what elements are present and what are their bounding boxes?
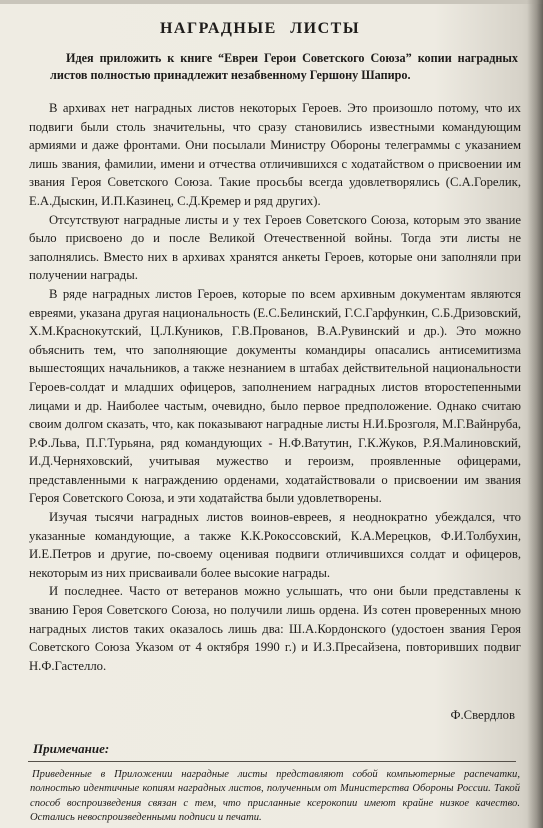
- article-body: [29, 99, 521, 675]
- body-paragraph: В архивах нет наградных листов некоторых Героев. Это произошло потому, что их подвиги были столь значительны, что сразу становились известными командующим армиями и даже фронтами. Они посылали Министру Обороны телеграммы с указанием лишь звания, фамилии, имени и отчества отличившихся с ходатайством о присвоении им звания Героя Советского Союза. Такие просьбы всегда удовлетворялись (С.А.Горелик, Е.А.Дыскин, И.П.Казинец, С.Д.Кремер и ряд других).: [29, 101, 521, 208]
- body-paragraph: Отсутствуют наградные листы и у тех Героев Советского Союза, которым это звание было присвоено до и после Великой Отечественной войны. Тогда эти листы не заполнялись. Вместо них в архивах хранятся анкеты Героев, которые они заполняли при получении награды.: [29, 212, 521, 283]
- note-divider: [28, 761, 516, 762]
- note-text: Приведенные в Приложении наградные листы представляют собой компьютерные распечатки, полностью идентичные копиям наградных листов, полученным от Министерства Обороны России. Такой способ воспроизведения связан с тем, что присланные ксерокопии имеют крайне низкое качество. Остались невоспроизведенными подписи и печати.: [30, 769, 520, 823]
- book-spine-shadow: [527, 0, 543, 828]
- author-signature: Ф.Свердлов: [450, 708, 515, 722]
- page-title: НАГРАДНЫЕ ЛИСТЫ: [159, 20, 361, 37]
- body-paragraph: В ряде наградных листов Героев, которые по всем архивным документам являются евреями, указана другая национальность (Е.С.Белинский, Г.С.Гарфункин, С.Б.Дризовский, Х.М.Краснокутский, Ц.Л.Куников, Г.В.Прованов, В.А.Рувинский и др.). Это можно объяснить тем, что заполняющие документы командиры опасались антисемитизма вышестоящих начальников, а также незнанием в штабах действительной национальности Героев-солдат и младших офицеров, заполнением наградных листов второстепенными лицами и др. Наиболее частым, очевидно, было первое предположение. Однако считаю своим долгом сказать, что, как показывают наградные листы Н.И.Брозголя, М.Г.Вайнруба, Р.Ф.Льва, П.Г.Турьяна, ряд командующих - Н.Ф.Ватутин, Г.К.Жуков, Р.Я.Малиновский, И.Д.Черняховский, учитывая мужество и героизм, проявленные офицерами, представленными к награждению орденами, ходатайствовали о присвоении им звания Героя Советского Союза, и эти ходатайства были удовлетворены.: [29, 286, 521, 506]
- intro-paragraph: Идея приложить к книге “Евреи Герои Советского Союза” копии наградных листов полностью принадлежит незабвенному Гершону Шапиро.: [50, 51, 518, 82]
- page-top-edge: [0, 0, 543, 4]
- note-heading: Примечание:: [33, 741, 110, 756]
- body-paragraph: Изучая тысячи наградных листов воинов-евреев, я неоднократно убеждался, что указанные командующие, а также К.К.Рокоссовский, К.А.Мерецков, Ф.И.Толбухин, И.Е.Петров и другие, по-своему оценивая подвиги отличившихся солдат и офицеров, некоторым из них присваивали более высокие награды.: [29, 510, 521, 580]
- body-paragraph: И последнее. Часто от ветеранов можно услышать, что они были представлены к званию Героя Советского Союза, но получили лишь ордена. Из сотен проверенных мною наградных листов таких оказалось лишь два: Ш.А.Кордонского (удостоен звания Героя Советского Союза Указом от 4 октября 1990 г.) и И.З.Пресайзена, повторивших подвиг Н.Ф.Гастелло.: [29, 584, 521, 673]
